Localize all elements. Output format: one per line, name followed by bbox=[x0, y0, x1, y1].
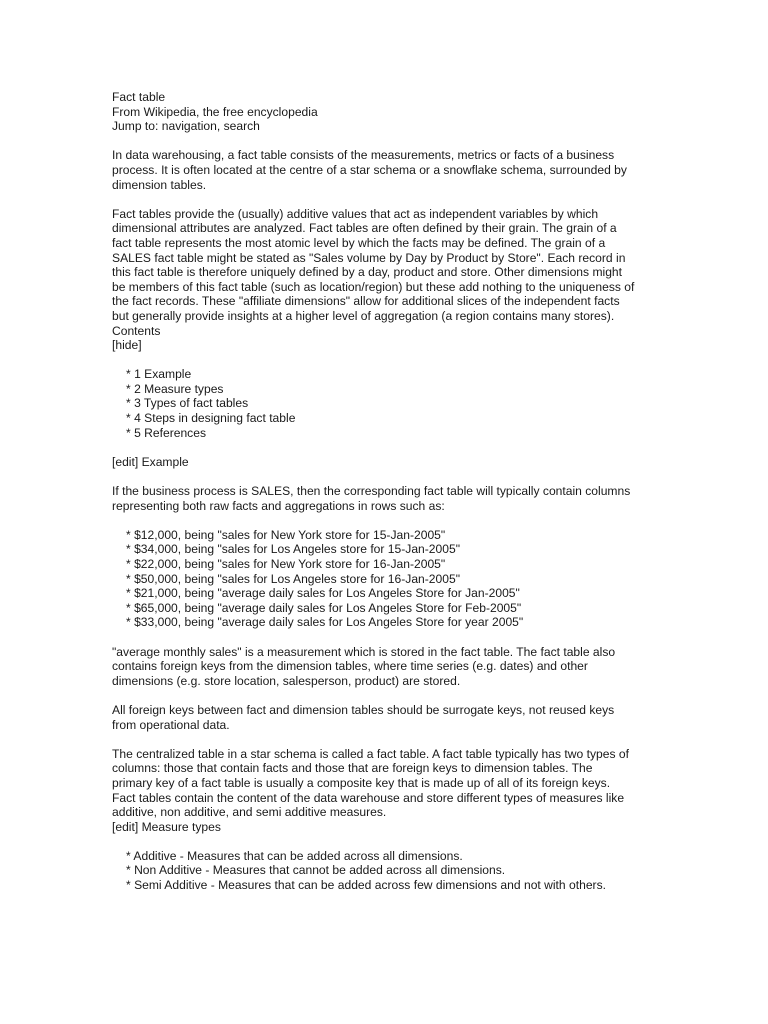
spacer bbox=[112, 732, 657, 747]
foreign-keys-paragraph bbox=[112, 703, 657, 732]
list-item: * $22,000, being "sales for New York store for 16-Jan-2005" bbox=[126, 557, 446, 571]
spacer bbox=[112, 134, 657, 149]
article-source: From Wikipedia, the free encyclopedia bbox=[112, 104, 318, 119]
monthly-paragraph bbox=[112, 645, 657, 689]
list-item: * $21,000, being "average daily sales for Los Angeles Store for Jan-2005" bbox=[126, 586, 520, 601]
contents-item[interactable]: * 4 Steps in designing fact table bbox=[126, 411, 296, 426]
centralized-paragraph bbox=[112, 747, 657, 820]
text-line: representing both raw facts and aggregations in rows such as: bbox=[112, 498, 445, 513]
text-line: from operational data. bbox=[112, 717, 230, 732]
text-line: dimensional attributes are analyzed. Fact tables are often defined by their grain. The grain of a bbox=[112, 221, 617, 236]
example-intro bbox=[112, 484, 657, 513]
text-line: but generally provide insights at a higher level of aggregation (a region contains many stores). bbox=[112, 308, 615, 323]
jump-links: Jump to: navigation, search bbox=[112, 119, 260, 134]
spacer bbox=[112, 834, 657, 849]
contents-item[interactable]: * 5 References bbox=[126, 425, 206, 440]
list-item: * $50,000, being "sales for Los Angeles store for 16-Jan-2005" bbox=[126, 571, 460, 586]
article-title: Fact table bbox=[112, 90, 166, 104]
text-line: "average monthly sales" is a measurement which is stored in the fact table. The fact table also bbox=[112, 644, 616, 659]
text-line: In data warehousing, a fact table consists of the measurements, metrics or facts of a business bbox=[112, 148, 615, 163]
list-item: * Non Additive - Measures that cannot be added across all dimensions. bbox=[126, 863, 506, 878]
spacer bbox=[112, 513, 657, 528]
spacer bbox=[112, 440, 657, 455]
text-line: Fact tables contain the content of the data warehouse and store different types of measures like bbox=[112, 790, 625, 805]
contents-item[interactable]: * 3 Types of fact tables bbox=[126, 396, 249, 411]
document-page bbox=[112, 90, 657, 893]
spacer bbox=[112, 192, 657, 207]
text-line: process. It is often located at the centre of a star schema or a snowflake schema, surrounded by bbox=[112, 162, 627, 177]
spacer bbox=[112, 353, 657, 368]
spacer bbox=[112, 630, 657, 645]
text-line: dimensions (e.g. store location, salesperson, product) are stored. bbox=[112, 673, 461, 688]
text-line: the fact records. These "affiliate dimensions" allow for additional slices of the independent facts bbox=[112, 294, 620, 309]
text-line: All foreign keys between fact and dimension tables should be surrogate keys, not reused keys bbox=[112, 702, 615, 717]
text-line: SALES fact table might be stated as "Sales volume by Day by Product by Store". Each record in bbox=[112, 250, 626, 265]
grain-paragraph bbox=[112, 207, 657, 324]
text-line: additive, non additive, and semi additive measures. bbox=[112, 805, 387, 820]
list-item: * $65,000, being "average daily sales for Los Angeles Store for Feb-2005" bbox=[126, 600, 522, 615]
list-item: * $33,000, being "average daily sales for Los Angeles Store for year 2005" bbox=[126, 615, 524, 630]
spacer bbox=[112, 469, 657, 484]
contents-box bbox=[112, 324, 657, 441]
text-line: be members of this fact table (such as location/region) but these add nothing to the uniqueness of bbox=[112, 279, 635, 294]
measure-types-list bbox=[112, 849, 657, 893]
intro-paragraph bbox=[112, 148, 657, 192]
text-line: fact table represents the most atomic level by which the facts may be defined. The grain of a bbox=[112, 235, 606, 250]
text-line: The centralized table in a star schema is called a fact table. A fact table typically has two types of bbox=[112, 746, 629, 761]
contents-heading: Contents bbox=[112, 323, 161, 338]
example-list bbox=[112, 528, 657, 630]
text-line: contains foreign keys from the dimension tables, where time series (e.g. dates) and other bbox=[112, 659, 588, 674]
text-line: If the business process is SALES, then the corresponding fact table will typically contain columns bbox=[112, 484, 631, 499]
measure-types-heading[interactable]: [edit] Measure types bbox=[112, 819, 221, 834]
text-line: Fact tables provide the (usually) additive values that act as independent variables by which bbox=[112, 206, 599, 221]
contents-item[interactable]: * 2 Measure types bbox=[126, 381, 224, 396]
article-header bbox=[112, 90, 657, 134]
text-line: dimension tables. bbox=[112, 177, 207, 192]
text-line: primary key of a fact table is usually a composite key that is made up of all of its foreign keys. bbox=[112, 775, 611, 790]
contents-toggle-link[interactable]: [hide] bbox=[112, 338, 142, 353]
list-item: * $34,000, being "sales for Los Angeles store for 15-Jan-2005" bbox=[126, 542, 460, 557]
contents-item[interactable]: * 1 Example bbox=[126, 367, 192, 382]
text-line: columns: those that contain facts and those that are foreign keys to dimension tables. The bbox=[112, 761, 593, 776]
list-item: * $12,000, being "sales for New York store for 15-Jan-2005" bbox=[126, 527, 446, 542]
contents-list bbox=[112, 367, 657, 440]
text-line: this fact table is therefore uniquely defined by a day, product and store. Other dimensions might bbox=[112, 265, 623, 280]
example-heading[interactable]: [edit] Example bbox=[112, 454, 189, 469]
list-item: * Semi Additive - Measures that can be added across few dimensions and not with others. bbox=[126, 878, 606, 893]
list-item: * Additive - Measures that can be added across all dimensions. bbox=[126, 848, 463, 863]
spacer bbox=[112, 688, 657, 703]
